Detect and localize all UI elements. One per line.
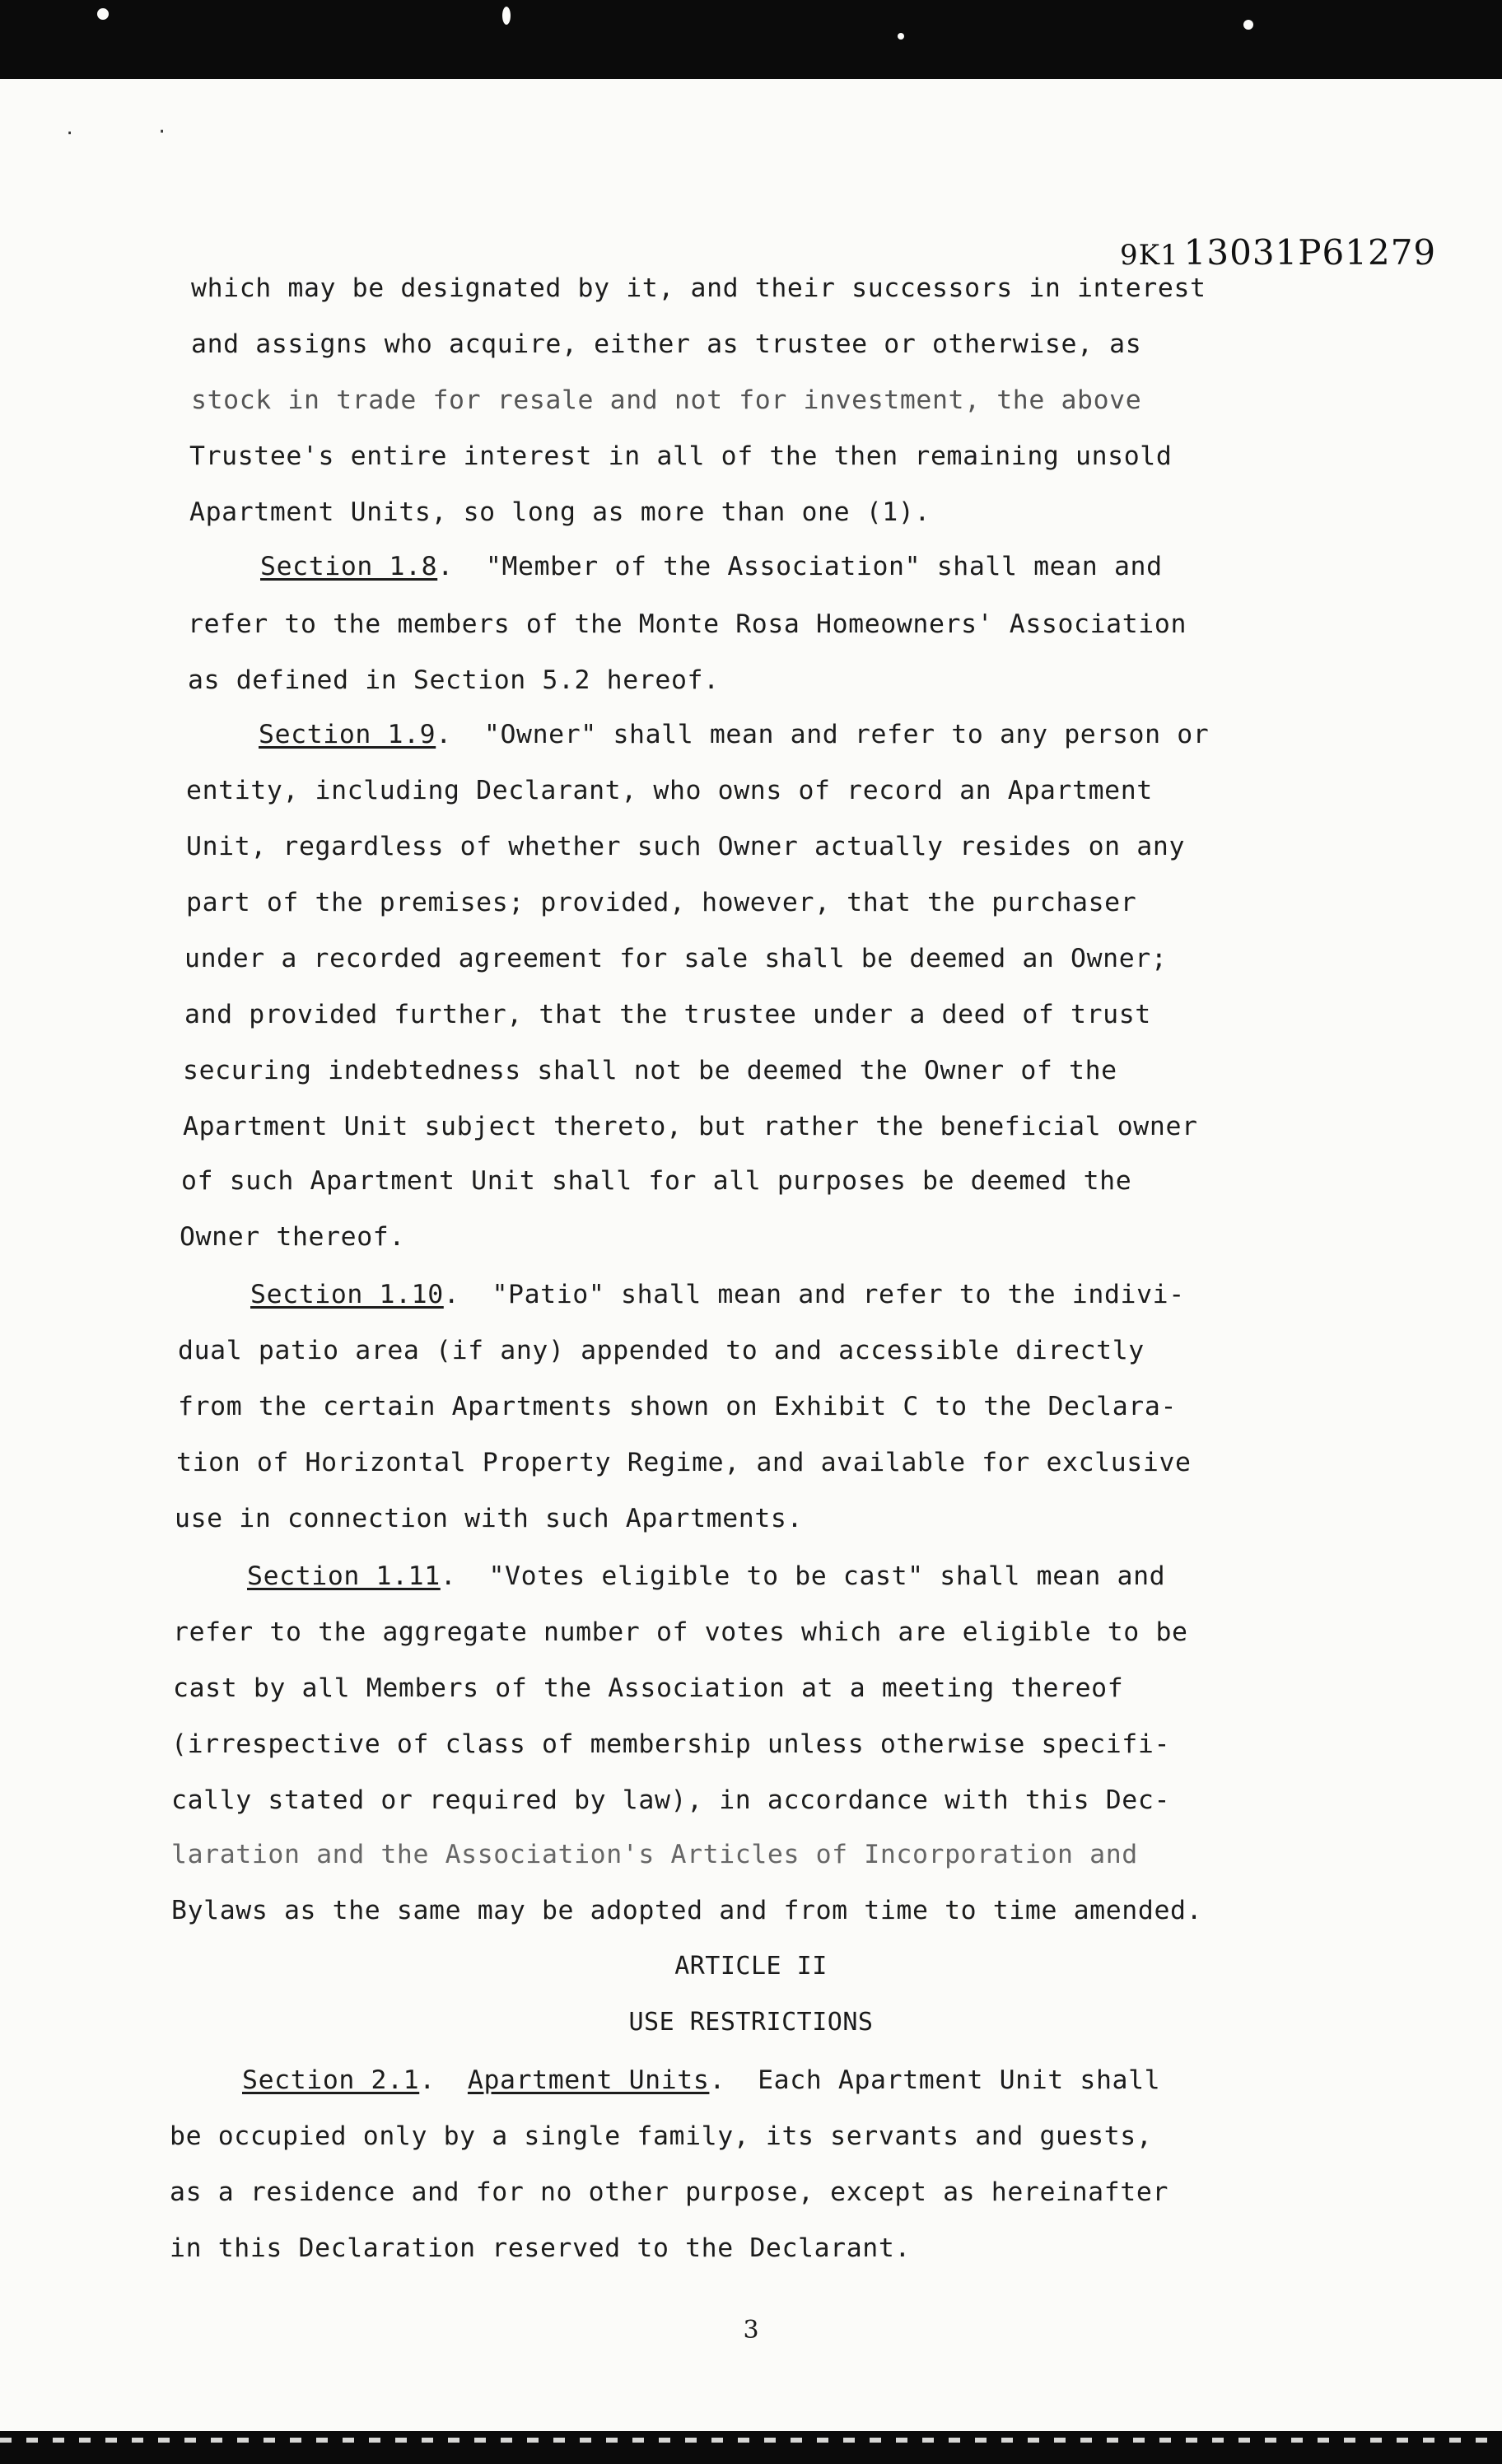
- page-number: 3: [743, 2316, 759, 2345]
- scan-speck: [97, 8, 109, 20]
- text-line: which may be designated by it, and their successors in interest: [191, 273, 1206, 303]
- text-line: and assigns who acquire, either as trustee or otherwise, as: [191, 329, 1142, 359]
- section-1-11-line: Section 1.11. "Votes eligible to be cast" shall mean and: [247, 1561, 1166, 1591]
- section-1-9-line: Section 1.9. "Owner" shall mean and refer to any person or: [259, 720, 1210, 749]
- section-1-11-heading: Section 1.11: [247, 1561, 441, 1591]
- text-line: Apartment Units, so long as more than one (1).: [189, 497, 931, 527]
- text-line: dual patio area (if any) appended to and accessible directly: [178, 1336, 1145, 1365]
- text-line: as a residence and for no other purpose, except as hereinafter: [170, 2177, 1169, 2207]
- section-1-10-text: "Patio" shall mean and refer to the indivi-: [492, 1280, 1185, 1309]
- article-title: USE RESTRICTIONS: [628, 2008, 874, 2037]
- text-line: Apartment Unit subject thereto, but rather the beneficial owner: [183, 1112, 1198, 1141]
- text-line-faded: laration and the Association's Articles of Incorporation and: [171, 1840, 1138, 1869]
- section-2-1-line: Section 2.1. Apartment Units. Each Apartment Unit shall: [242, 2065, 1161, 2095]
- margin-mark: ·: [156, 122, 168, 142]
- section-1-11-text: "Votes eligible to be cast" shall mean and: [488, 1561, 1166, 1591]
- text-line: (irrespective of class of membership unless otherwise specifi-: [171, 1729, 1171, 1759]
- section-1-8-text: "Member of the Association" shall mean and: [485, 552, 1163, 581]
- scan-speck: [502, 7, 511, 25]
- text-line: use in connection with such Apartments.: [175, 1504, 804, 1533]
- text-line: cast by all Members of the Association at a meeting thereof: [173, 1673, 1124, 1703]
- scan-border-top: [0, 0, 1502, 79]
- section-1-9-text: "Owner" shall mean and refer to any person or: [483, 720, 1210, 749]
- section-1-8-heading: Section 1.8: [260, 552, 438, 581]
- text-line: Bylaws as the same may be adopted and from time to time amended.: [171, 1896, 1203, 1925]
- section-2-1-heading: Section 2.1: [242, 2065, 420, 2095]
- section-1-10-line: Section 1.10. "Patio" shall mean and refer to the indivi-: [250, 1280, 1185, 1309]
- section-2-1-text: Each Apartment Unit shall: [758, 2065, 1161, 2095]
- text-line: be occupied only by a single family, its servants and guests,: [170, 2121, 1153, 2151]
- text-line: of such Apartment Unit shall for all purposes be deemed the: [181, 1166, 1132, 1196]
- text-line: and provided further, that the trustee under a deed of trust: [184, 1000, 1151, 1029]
- section-1-8-line: Section 1.8. "Member of the Association" shall mean and: [260, 552, 1163, 581]
- text-line: refer to the members of the Monte Rosa Homeowners' Association: [188, 609, 1187, 639]
- section-2-1-title: Apartment Units: [467, 2065, 710, 2095]
- text-line: part of the premises; provided, however, that the purchaser: [186, 888, 1137, 917]
- text-line: refer to the aggregate number of votes which are eligible to be: [173, 1617, 1188, 1647]
- text-line: Trustee's entire interest in all of the then remaining unsold: [189, 441, 1173, 471]
- text-line: under a recorded agreement for sale shall be deemed an Owner;: [184, 944, 1168, 973]
- text-line-faded: stock in trade for resale and not for investment, the above: [191, 385, 1142, 415]
- scan-speck: [1243, 20, 1253, 30]
- text-line: in this Declaration reserved to the Declarant.: [170, 2233, 911, 2263]
- recording-prefix: 9K1: [1120, 239, 1179, 272]
- recording-number: [1120, 232, 1436, 273]
- text-line: Owner thereof.: [180, 1222, 405, 1252]
- section-1-10-heading: Section 1.10: [250, 1280, 444, 1309]
- section-1-9-heading: Section 1.9: [259, 720, 436, 749]
- text-line: as defined in Section 5.2 hereof.: [188, 665, 720, 695]
- recording-book-page: 13031P61279: [1183, 232, 1437, 273]
- text-line: cally stated or required by law), in accordance with this Dec-: [171, 1785, 1171, 1815]
- margin-mark: ·: [64, 124, 76, 144]
- scan-border-bottom: [0, 2431, 1502, 2464]
- text-line: Unit, regardless of whether such Owner actually resides on any: [186, 832, 1186, 861]
- text-line: entity, including Declarant, who owns of record an Apartment: [186, 776, 1153, 805]
- text-line: securing indebtedness shall not be deemed the Owner of the: [183, 1056, 1117, 1085]
- text-line: tion of Horizontal Property Regime, and available for exclusive: [176, 1448, 1192, 1477]
- scan-speck: [898, 33, 904, 40]
- article-number: ARTICLE II: [674, 1952, 828, 1981]
- text-line: from the certain Apartments shown on Exhibit C to the Declara-: [178, 1392, 1178, 1421]
